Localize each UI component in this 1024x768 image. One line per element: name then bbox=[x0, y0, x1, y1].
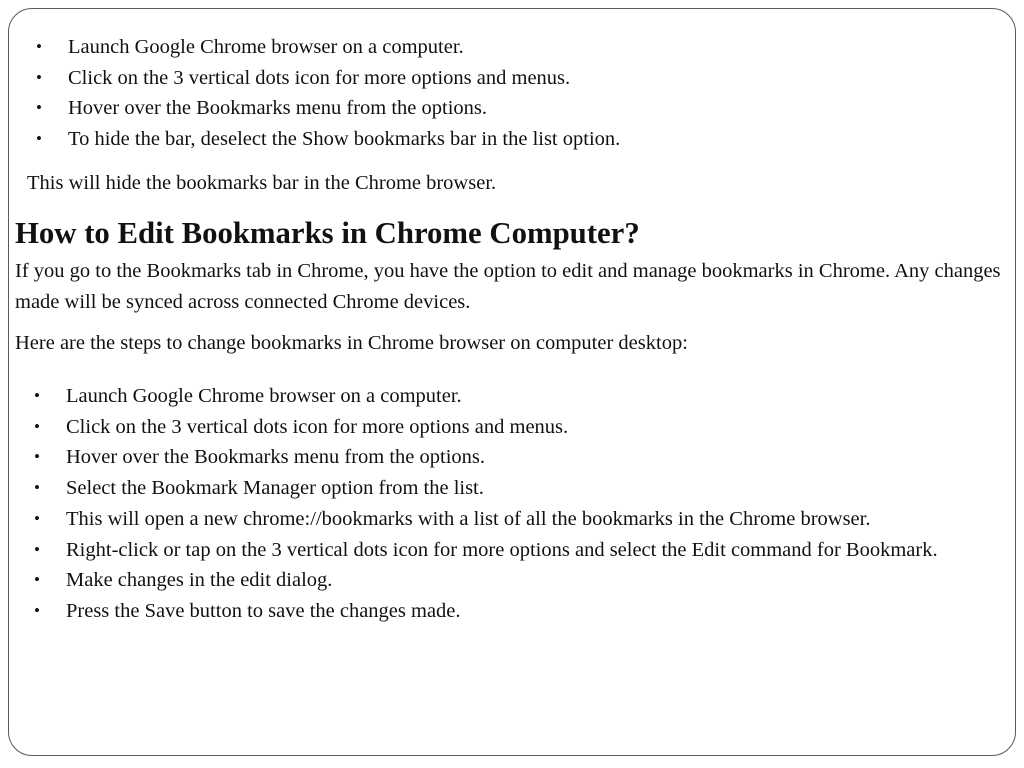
list-item bbox=[34, 535, 977, 566]
list-item-text: Hover over the Bookmarks menu from the options. bbox=[66, 446, 486, 469]
list-item-text: Right-click or tap on the 3 vertical dots icon for more options and select the Edit command for Bookmark. bbox=[66, 538, 938, 561]
list-item bbox=[34, 412, 977, 443]
list-item-text: Hover over the Bookmarks menu from the options. bbox=[68, 97, 488, 120]
section-heading: How to Edit Bookmarks in Chrome Computer? bbox=[15, 216, 640, 250]
list-item-text: Select the Bookmark Manager option from the list. bbox=[66, 477, 484, 500]
list-item bbox=[34, 596, 977, 627]
bullet-icon: • bbox=[34, 416, 40, 436]
list-item-text: Click on the 3 vertical dots icon for more options and menus. bbox=[66, 415, 569, 438]
list-item bbox=[36, 124, 988, 155]
list-item bbox=[36, 63, 988, 94]
bullet-icon: • bbox=[34, 447, 40, 467]
bullet-list-hide-bar bbox=[36, 32, 988, 155]
list-item-text: Click on the 3 vertical dots icon for more options and menus. bbox=[68, 66, 571, 89]
bullet-icon: • bbox=[34, 508, 40, 528]
steps-lead-in: Here are the steps to change bookmarks in Chrome browser on computer desktop: bbox=[15, 332, 688, 354]
bullet-icon: • bbox=[34, 539, 40, 559]
list-item-text: Launch Google Chrome browser on a computer. bbox=[68, 36, 464, 58]
list-item bbox=[34, 473, 977, 504]
list-item-text: To hide the bar, deselect the Show bookmarks bar in the list option. bbox=[68, 128, 621, 151]
list-item-text: Launch Google Chrome browser on a computer. bbox=[66, 385, 462, 407]
list-item-text: This will open a new chrome://bookmarks with a list of all the bookmarks in the Chrome browser. bbox=[66, 507, 871, 530]
hide-bar-note: This will hide the bookmarks bar in the Chrome browser. bbox=[27, 172, 497, 194]
list-item bbox=[34, 381, 977, 412]
list-item bbox=[34, 504, 977, 535]
list-item bbox=[36, 93, 988, 124]
bullet-icon: • bbox=[36, 37, 42, 56]
bullet-icon: • bbox=[36, 129, 42, 149]
list-item-text: Press the Save button to save the changes made. bbox=[66, 599, 461, 622]
bullet-icon: • bbox=[34, 386, 40, 405]
bullet-icon: • bbox=[34, 478, 40, 498]
list-item bbox=[34, 565, 977, 596]
list-item bbox=[36, 32, 988, 63]
bullet-icon: • bbox=[34, 600, 40, 620]
bullet-list-edit-steps bbox=[34, 381, 977, 627]
list-item-text: Make changes in the edit dialog. bbox=[66, 569, 333, 592]
bullet-icon: • bbox=[36, 98, 42, 118]
list-item bbox=[34, 442, 977, 473]
section-intro: If you go to the Bookmarks tab in Chrome, you have the option to edit and manage bookmarks in Chrome. Any changes made will be synced across connected Chrome devices. bbox=[15, 260, 1001, 313]
bullet-icon: • bbox=[34, 570, 40, 590]
bullet-icon: • bbox=[36, 67, 42, 87]
